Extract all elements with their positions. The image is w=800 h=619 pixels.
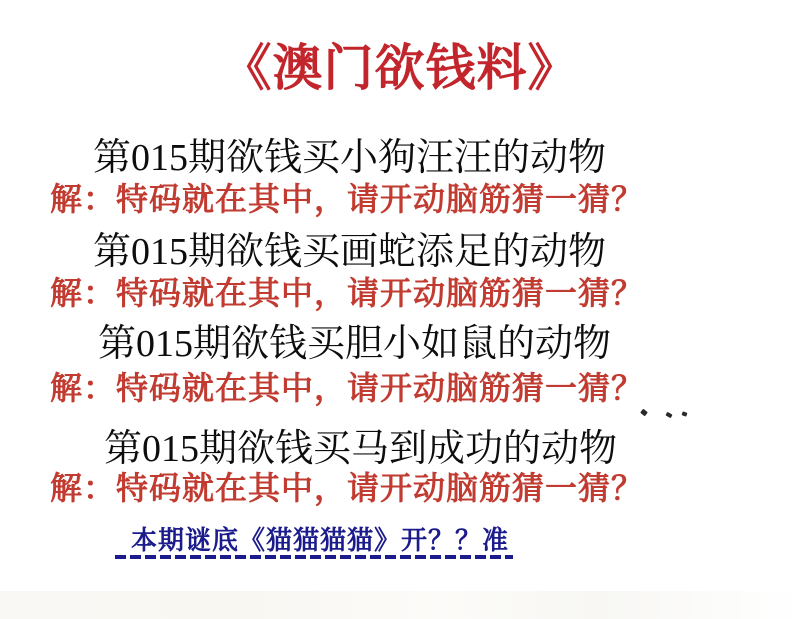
answer-line: 本期谜底《猫猫猫猫》开？？准: [131, 525, 510, 555]
ink-smudge: [681, 411, 687, 416]
hint-line-3: 解：特码就在其中，请开动脑筋猜一猜？: [50, 370, 645, 406]
page-title-text: 《澳门欲钱料》: [221, 40, 579, 96]
riddle-line-3: 第015期欲钱买胆小如鼠的动物: [98, 323, 612, 365]
hint-line-4: 解：特码就在其中，请开动脑筋猜一猜？: [50, 470, 645, 506]
riddle-line-2: 第015期欲钱买画蛇添足的动物: [93, 231, 607, 273]
hint-line-2: 解：特码就在其中，请开动脑筋猜一猜？: [50, 275, 645, 311]
page-title: [0, 28, 800, 100]
ink-smudge: [665, 412, 672, 418]
dashed-divider: [115, 555, 513, 559]
riddle-line-1: 第015期欲钱买小狗汪汪的动物: [93, 137, 607, 179]
hint-line-1: 解：特码就在其中，请开动脑筋猜一猜？: [50, 181, 645, 217]
riddle-line-4: 第015期欲钱买马到成功的动物: [104, 428, 618, 470]
ink-smudge: [640, 409, 648, 417]
